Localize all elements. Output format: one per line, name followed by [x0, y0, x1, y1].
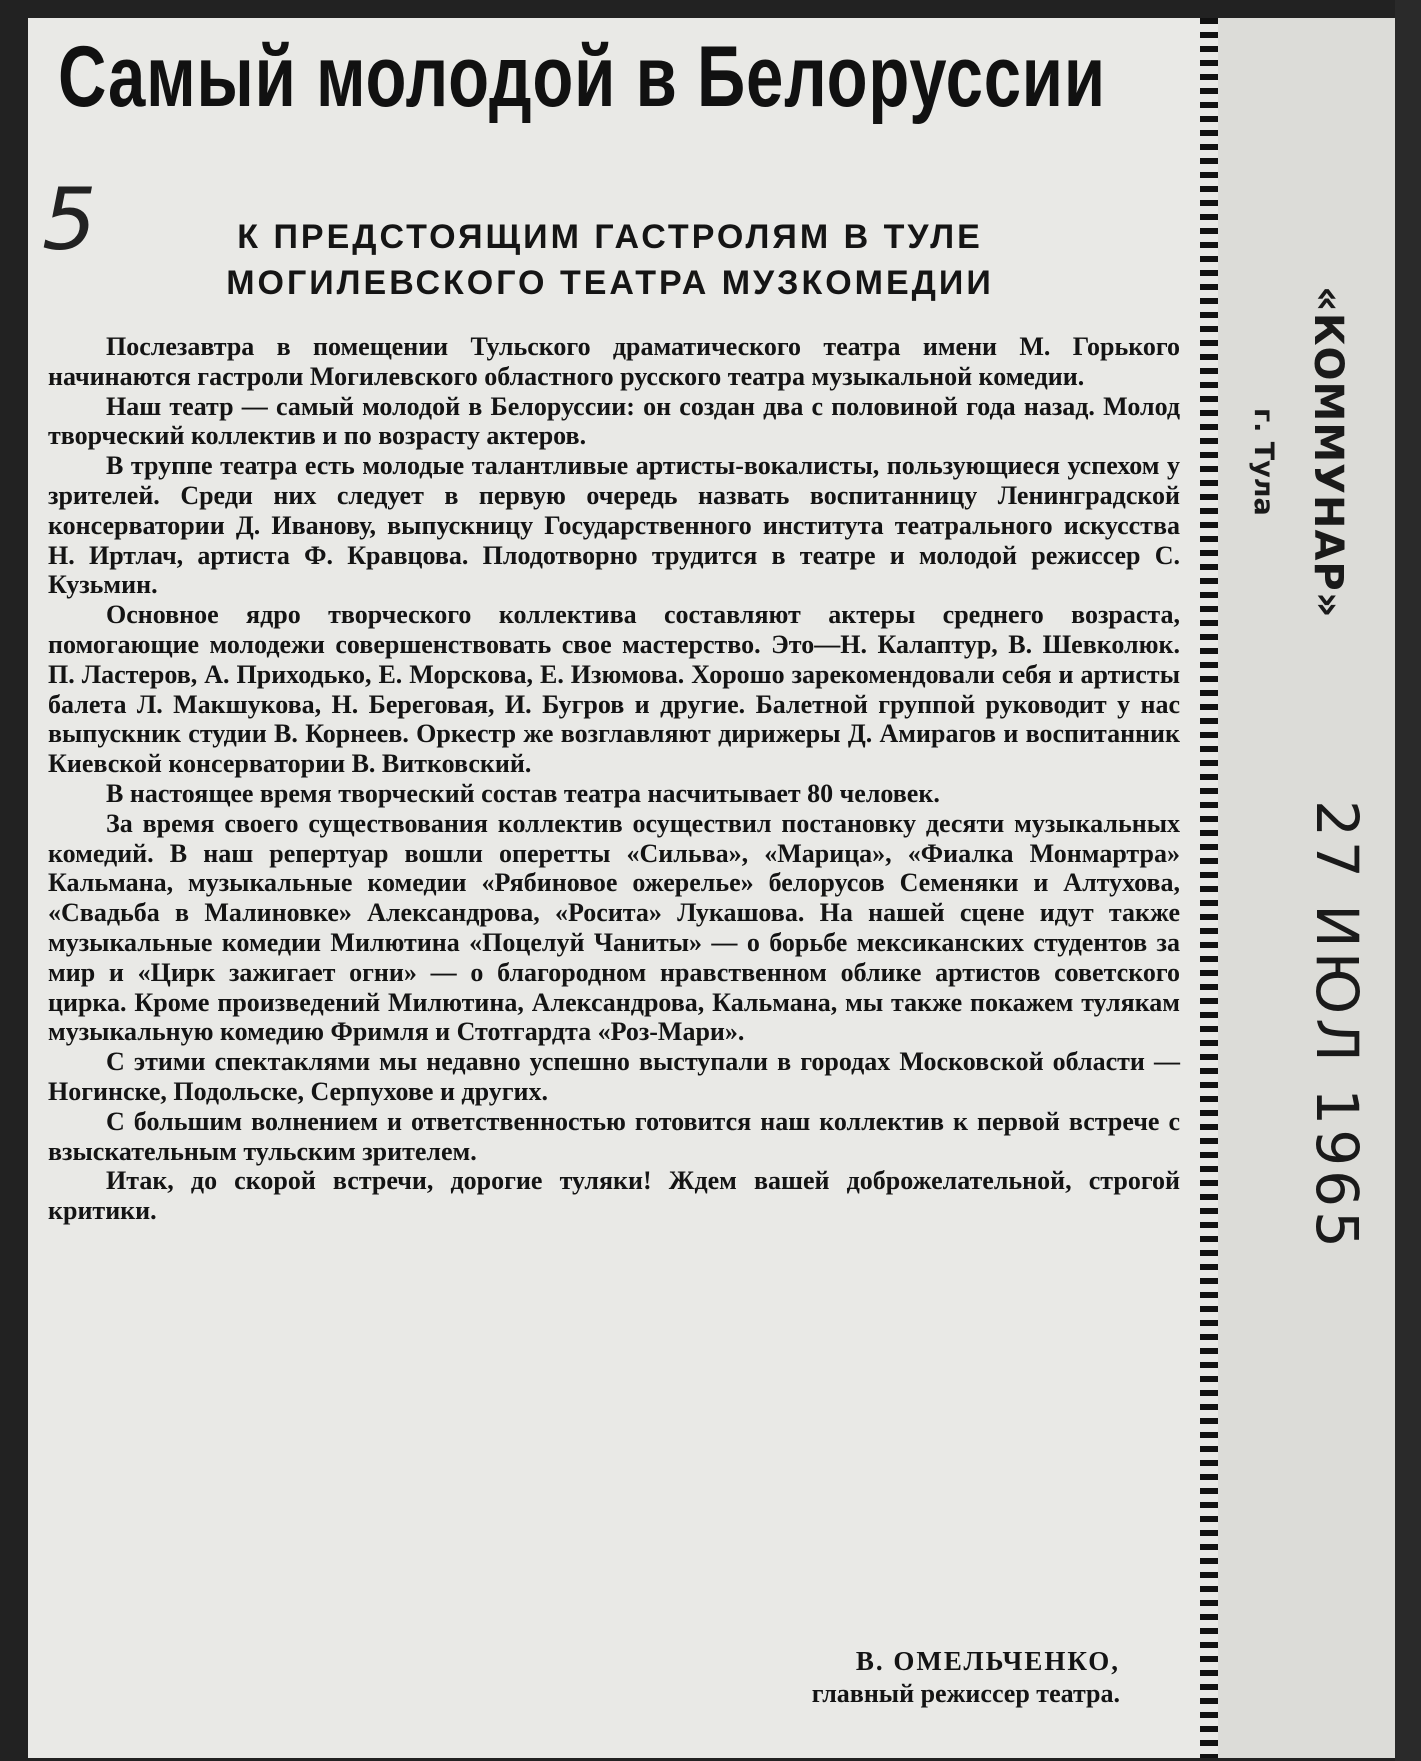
- stamp-newspaper-name: «КОММУНАР»: [1305, 286, 1351, 619]
- article-signature: [700, 1644, 1120, 1710]
- paragraph: За время своего существования коллектив осуществил постановку десяти музыкальных комедий. В наш репертуар вошли оперетты «Сильва», «Марица», «Фиалка Монмартра» Кальмана, музыкальные комедии «Рябиновое ожерелье» белорусов Семеняки и Алтухова, «Свадьба в Малиновке» Александрова, «Росита» Лукашова. На нашей сцене идут также музыкальные комедии Милютина «Поцелуй Чаниты» — о борьбе мексиканских студентов за мир и «Цирк зажигает огни» — о благородном нравственном облике артистов советского цирка. Кроме произведений Милютина, Александрова, Кальмана, мы также покажем тулякам музыкальную комедию Фримля и Стотгардта «Роз-Мари».: [48, 808, 1180, 1047]
- author-name: В. ОМЕЛЬЧЕНКО,: [855, 1646, 1120, 1676]
- paragraph: Послезавтра в помещении Тульского драматического театра имени М. Горького начинаются гастроли Могилевского областного русского театра музыкальной комедии.: [48, 332, 1180, 391]
- article-headline: Самый молодой в Белоруссии: [58, 29, 1106, 125]
- handwritten-number: 5: [42, 170, 97, 270]
- scan-edge: [1395, 0, 1421, 1761]
- paragraph: В настоящее время творческий состав театра насчитывает 80 человек.: [106, 778, 940, 808]
- article-subheadline: К ПРЕДСТОЯЩИМ ГАСТРОЛЯМ В ТУЛЕ МОГИЛЕВСКОГО ТЕАТРА МУЗКОМЕДИИ: [226, 218, 994, 302]
- stamp-city: г. Тула: [1248, 408, 1279, 516]
- paragraph: В труппе театра есть молодые талантливые артисты-вокалисты, пользующиеся успехом у зрителей. Среди них следует в первую очередь назвать воспитанницу Ленинградской консерватории Д. Иванову, выпускницу Государственного института театрального искусства Н. Иртлач, артиста Ф. Кравцова. Плодотворно трудится в театре и молодой режиссер С. Кузьмин.: [48, 451, 1180, 600]
- paragraph: Итак, до скорой встречи, дорогие туляки! Ждем вашей доброжелательной, строгой критики.: [48, 1166, 1180, 1226]
- article-body: [48, 332, 1180, 1226]
- paragraph: Основное ядро творческого коллектива составляют актеры среднего возраста, помогающие молодежи совершенствовать свое мастерство. Это—Н. Калаптур, В. Шевколюк. П. Ластеров, А. Приходько, Е. Морскова, Е. Изюмова. Хорошо зарекомендовали себя и артисты балета Л. Макшукова, Н. Береговая, И. Бугров и другие. Балетной группой руководит у нас выпускник студии В. Корнеев. Оркестр же возглавляют дирижеры Д. Амирагов и воспитанник Киевской консерватории В. Витковский.: [48, 600, 1180, 779]
- paragraph: С этими спектаклями мы недавно успешно выступали в городах Московской области — Ногинске, Подольске, Серпухове и других.: [48, 1047, 1180, 1106]
- author-role: главный режиссер театра.: [811, 1679, 1120, 1708]
- paragraph: Наш театр — самый молодой в Белоруссии: он создан два с половиной года назад. Молод творческий коллектив и по возрасту актеров.: [48, 391, 1180, 451]
- stamp-date: 27 ИЮЛ 1965: [1303, 800, 1371, 1252]
- paragraph: С большим волнением и ответственностью готовится наш коллектив к первой встрече с взыскательным тульским зрителем.: [48, 1106, 1180, 1166]
